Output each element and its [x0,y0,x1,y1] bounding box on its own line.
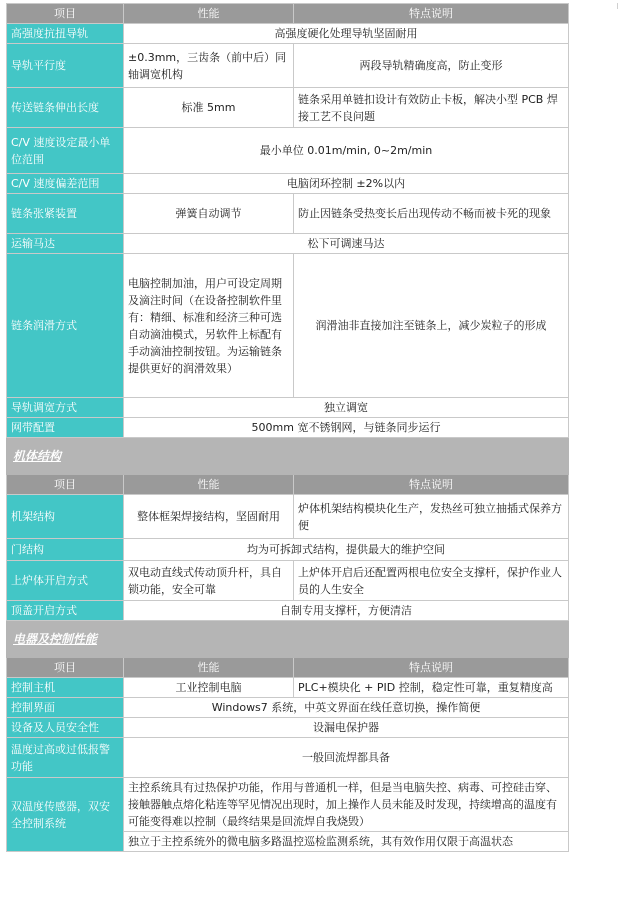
row-key: C/V 速度偏差范围 [7,174,124,194]
row-value: 最小单位 0.01m/min, 0~2m/min [124,128,569,174]
spec-table [6,3,569,852]
table-row [7,778,569,832]
row-value: 松下可调速马达 [124,234,569,254]
row-key: 机架结构 [7,495,124,539]
table-row [7,398,569,418]
row-value: 500mm 宽不锈钢网，与链条同步运行 [124,418,569,438]
row-performance: 双电动直线式传动顶升杆，具自锁功能，安全可靠 [124,561,294,601]
table-row [7,561,569,601]
row-key: 门结构 [7,539,124,561]
section-title: 电器及控制性能 [7,621,569,658]
col-header-item: 项目 [7,4,124,24]
table-row [7,539,569,561]
row-key: 双温度传感器，双安全控制系统 [7,778,124,852]
table-row [7,44,569,88]
col-header-features: 特点说明 [294,4,569,24]
header-row [7,475,569,495]
table-row [7,698,569,718]
row-features: 上炉体开启后还配置两根电位安全支撑杆，保护作业人员的人生安全 [294,561,569,601]
col-header-performance: 性能 [124,475,294,495]
row-value: 均为可拆卸式结构，提供最大的维护空间 [124,539,569,561]
header-row [7,4,569,24]
col-header-item: 项目 [7,658,124,678]
row-performance: 标准 5mm [124,88,294,128]
row-key: 网带配置 [7,418,124,438]
table-row [7,254,569,398]
table-row [7,718,569,738]
table-row [7,128,569,174]
row-value: 主控系统具有过热保护功能，作用与普通机一样，但是当电脑失控、病毒、可控硅击穿、接触器触点熔化粘连等罕见情况出现时，加上操作人员未能及时发现，持续增高的温度有可能变得难以控制（最终结果是回流焊自我烧毁） [124,778,569,832]
row-value: 自制专用支撑杆，方便清洁 [124,601,569,621]
row-performance: 弹簧自动调节 [124,194,294,234]
col-header-performance: 性能 [124,4,294,24]
row-key: 控制主机 [7,678,124,698]
row-features: 链条采用单链扣设计有效防止卡板，解决小型 PCB 焊接工艺不良问题 [294,88,569,128]
page-edge-mark [617,3,618,9]
row-value: Windows7 系统，中英文界面在线任意切换，操作简便 [124,698,569,718]
table-row [7,88,569,128]
row-key: 链条张紧装置 [7,194,124,234]
col-header-features: 特点说明 [294,658,569,678]
section-header-row [7,438,569,475]
row-value: 设漏电保护器 [124,718,569,738]
table-row [7,601,569,621]
row-key: 链条润滑方式 [7,254,124,398]
row-value: 电脑闭环控制 ±2%以内 [124,174,569,194]
row-key: C/V 速度设定最小单位范围 [7,128,124,174]
row-key: 顶盖开启方式 [7,601,124,621]
header-row [7,658,569,678]
row-value: 一般回流焊都具备 [124,738,569,778]
row-key: 导轨调宽方式 [7,398,124,418]
row-features: 炉体机架结构模块化生产，发热丝可独立抽插式保养方便 [294,495,569,539]
table-row [7,678,569,698]
table-row [7,24,569,44]
row-key: 传送链条伸出长度 [7,88,124,128]
row-value: 高强度硬化处理导轨坚固耐用 [124,24,569,44]
col-header-features: 特点说明 [294,475,569,495]
row-performance: 工业控制电脑 [124,678,294,698]
row-performance: ±0.3mm，三齿条（前中后）同轴调宽机构 [124,44,294,88]
table-row [7,234,569,254]
table-row [7,418,569,438]
row-key: 导轨平行度 [7,44,124,88]
row-features: 润滑油非直接加注至链条上，减少炭粒子的形成 [294,254,569,398]
col-header-item: 项目 [7,475,124,495]
table-row [7,495,569,539]
row-key: 控制界面 [7,698,124,718]
table-row [7,174,569,194]
row-value: 独立于主控系统外的微电脑多路温控巡检监测系统，其有效作用仅限于高温状态 [124,832,569,852]
row-performance: 电脑控制加油，用户可设定周期及滴注时间（在设备控制软件里有：精细、标准和经济三种可选自动滴油模式，另软件上标配有手动滴油控制按钮。为运输链条提供更好的润滑效果） [124,254,294,398]
row-performance: 整体框架焊接结构，坚固耐用 [124,495,294,539]
table-row [7,738,569,778]
row-value: 独立调宽 [124,398,569,418]
table-row [7,194,569,234]
row-key: 设备及人员安全性 [7,718,124,738]
row-features: 防止因链条受热变长后出现传动不畅而被卡死的现象 [294,194,569,234]
row-features: 两段导轨精确度高，防止变形 [294,44,569,88]
row-key: 温度过高或过低报警功能 [7,738,124,778]
row-features: PLC+模块化 + PID 控制，稳定性可靠，重复精度高 [294,678,569,698]
section-title: 机体结构 [7,438,569,475]
spec-sheet [6,3,568,852]
row-key: 上炉体开启方式 [7,561,124,601]
row-key: 高强度抗扭导轨 [7,24,124,44]
col-header-performance: 性能 [124,658,294,678]
section-header-row [7,621,569,658]
row-key: 运输马达 [7,234,124,254]
